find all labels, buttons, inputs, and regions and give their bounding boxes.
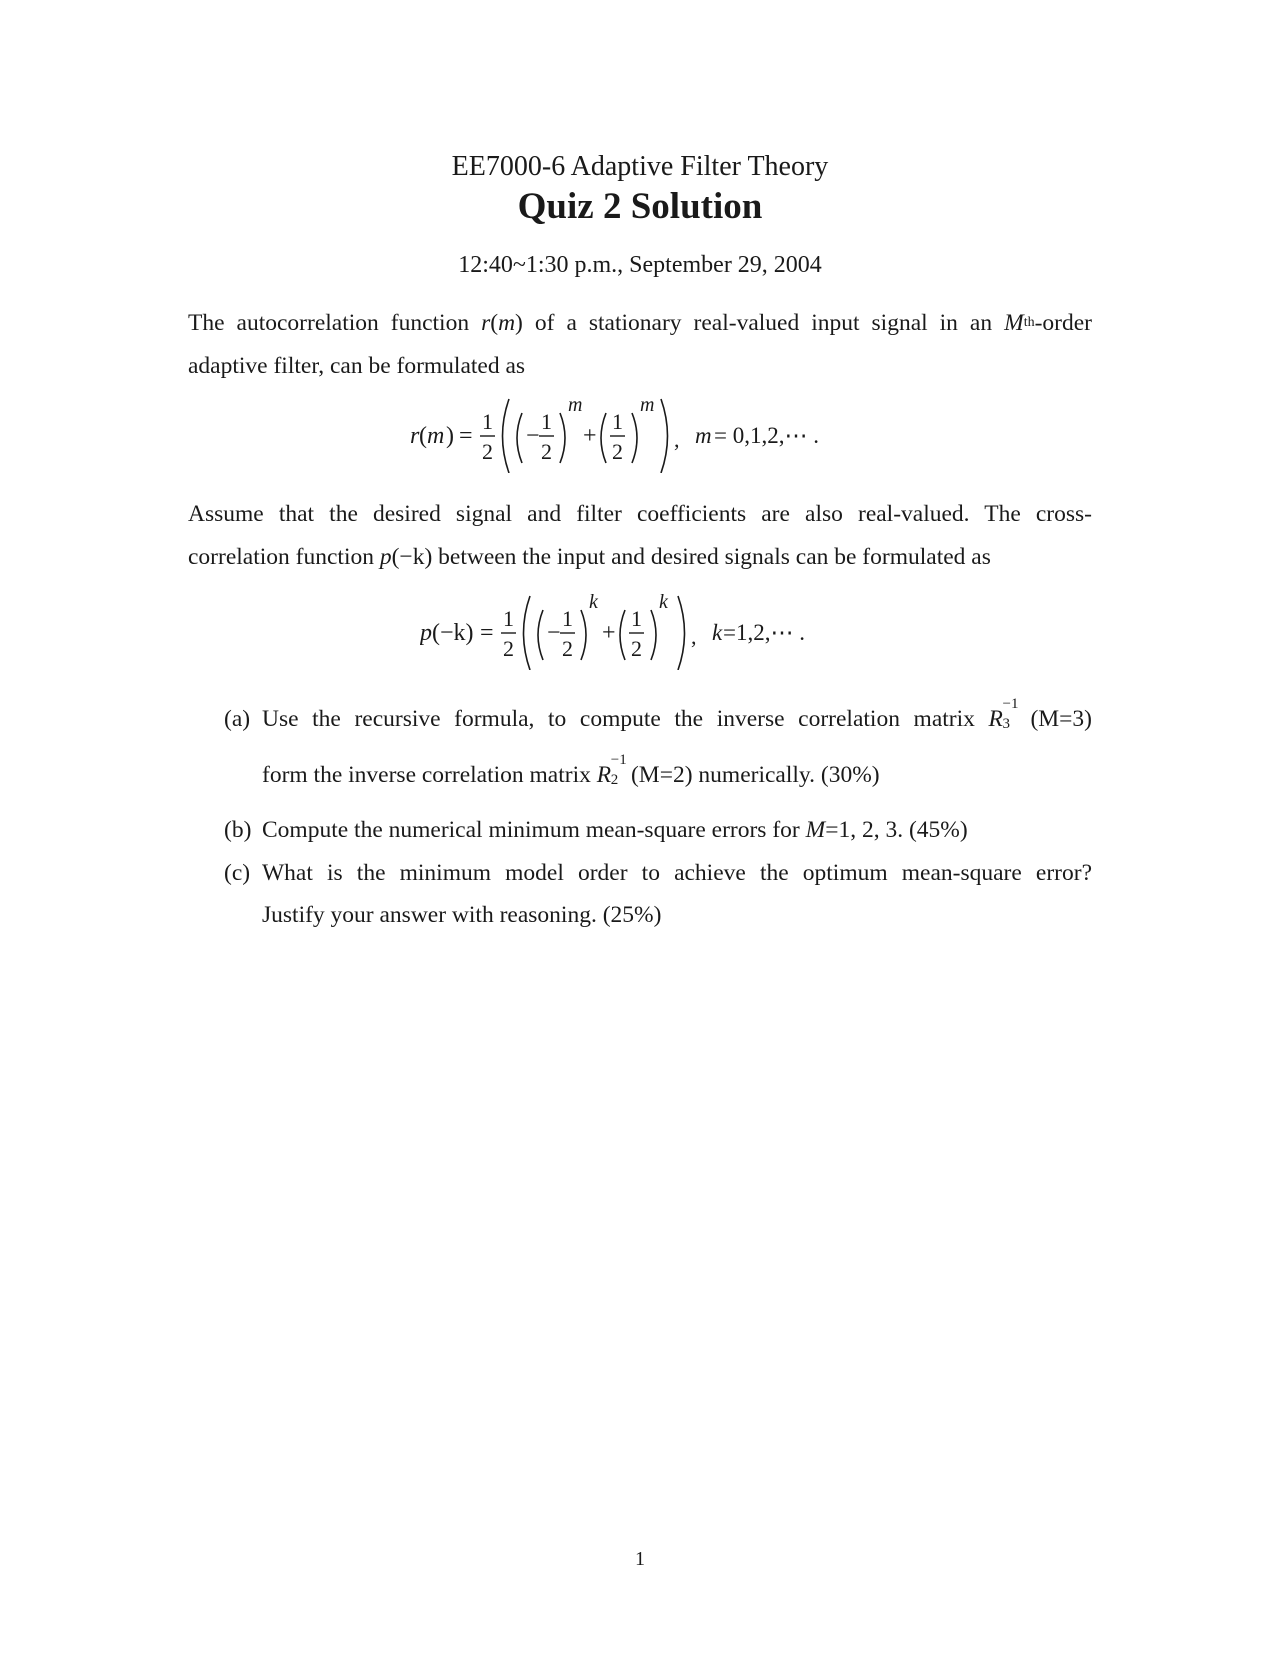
intro-line-1: The autocorrelation function r(m) of a stationary real-valued input signal in an Mth-order (188, 310, 1092, 336)
cross-correlation-equation (420, 590, 860, 675)
svg-text:(−k): (−k) (432, 620, 474, 646)
page-title: Quiz 2 Solution (517, 186, 763, 227)
svg-text:= 0,1,2,⋯ .: = 0,1,2,⋯ . (714, 423, 819, 448)
question-a-line-2: form the inverse correlation matrix R −1 2 (M=2) numerically. (30%) (262, 752, 880, 788)
svg-text:−: − (526, 423, 540, 449)
svg-text:k: k (589, 591, 598, 613)
svg-text:p: p (420, 620, 432, 646)
question-c (224, 860, 1092, 930)
svg-text:=: = (480, 620, 494, 646)
svg-text:1: 1 (482, 409, 493, 434)
svg-text:,: , (691, 624, 697, 649)
svg-text:−: − (547, 620, 561, 646)
svg-text:2: 2 (631, 636, 642, 661)
svg-text:k: k (659, 591, 668, 613)
question-a (224, 696, 1093, 796)
svg-text:1: 1 (541, 409, 552, 434)
question-b-text: Compute the numerical minimum mean-square errors for M=1, 2, 3. (45%) (262, 817, 968, 843)
svg-text:2: 2 (562, 636, 573, 661)
autocorrelation-equation (410, 393, 870, 478)
svg-text:1: 1 (562, 606, 573, 631)
r2-inverse: R −1 2 (596, 752, 627, 788)
question-a-label: (a) (224, 706, 251, 732)
cross-line-2: correlation function p(−k) between the input and desired signals can be formulated as (188, 544, 991, 570)
r3-inverse: R −1 3 (988, 696, 1019, 732)
page-number: 1 (635, 1548, 645, 1570)
svg-text:,: , (674, 427, 680, 452)
svg-text:+: + (602, 620, 616, 646)
svg-text:+: + (583, 423, 597, 449)
svg-text:m: m (568, 394, 583, 416)
cross-line-1: Assume that the desired signal and filter coefficients are also real-valued. The cross- (188, 501, 1092, 527)
svg-text:k: k (712, 620, 723, 645)
svg-text:=: = (459, 423, 473, 449)
intro-paragraph (188, 302, 1092, 388)
svg-text:1: 1 (631, 606, 642, 631)
course-name: EE7000-6 Adaptive Filter Theory (451, 151, 829, 182)
svg-text:1: 1 (612, 409, 623, 434)
svg-text:(: ( (419, 423, 427, 449)
quiz-time: 12:40~1:30 p.m., September 29, 2004 (458, 252, 822, 278)
svg-text:r: r (410, 423, 420, 449)
svg-text:m: m (640, 394, 655, 416)
intro-line-2: adaptive filter, can be formulated as (188, 353, 526, 379)
svg-text:m: m (695, 423, 712, 448)
svg-text:2: 2 (612, 439, 623, 464)
cross-correlation-paragraph (188, 493, 1092, 579)
svg-text:=1,2,⋯ .: =1,2,⋯ . (723, 620, 805, 645)
svg-text:1: 1 (503, 606, 514, 631)
question-c-line-2: Justify your answer with reasoning. (25%) (262, 902, 662, 928)
svg-text:2: 2 (541, 439, 552, 464)
svg-text:2: 2 (503, 636, 514, 661)
question-c-line-1: What is the minimum model order to achieve the optimum mean-square error? (262, 860, 1092, 886)
svg-text:2: 2 (482, 439, 493, 464)
svg-text:): ) (446, 423, 454, 449)
svg-text:m: m (427, 423, 445, 449)
question-b-label: (b) (224, 817, 252, 843)
question-c-label: (c) (224, 860, 251, 886)
question-a-line-1: Use the recursive formula, to compute the inverse correlation matrix R −1 3 (M=3) (262, 696, 1093, 732)
